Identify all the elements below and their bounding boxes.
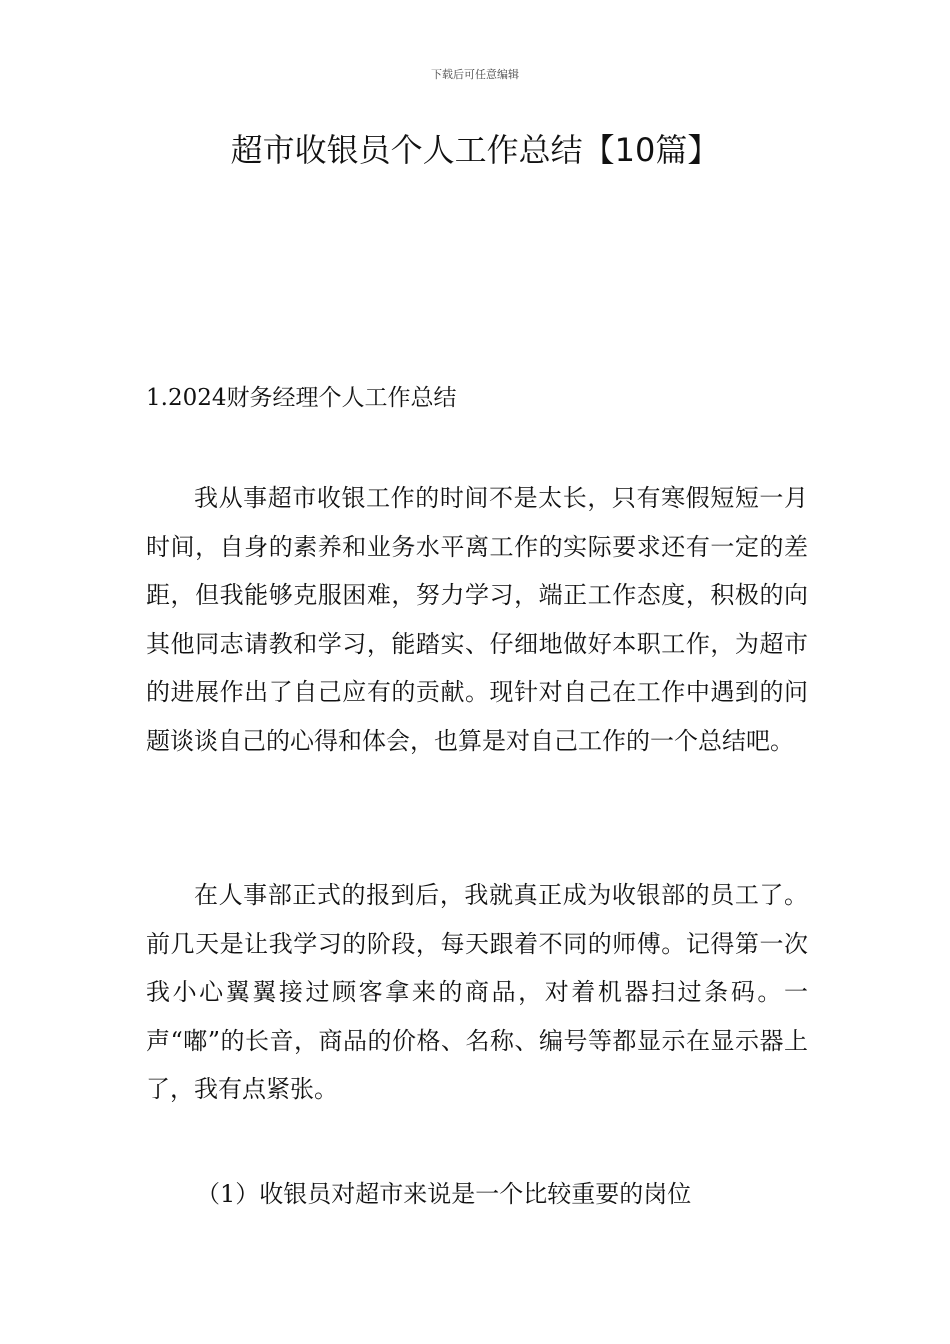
sub-heading: （1）收银员对超市来说是一个比较重要的岗位 <box>196 1180 692 1208</box>
document-title: 超市收银员个人工作总结【10篇】 <box>230 131 720 169</box>
paragraph-1: 我从事超市收银工作的时间不是太长，只有寒假短短一月时间，自身的素养和业务水平离工作的实际要求还有一定的差距，但我能够克服困难，努力学习，端正工作态度，积极的向其他同志请教和学习，能踏实、仔细地做好本职工作，为超市的进展作出了自己应有的贡献。现针对自己在工作中遇到的问题谈谈自己的心得和体会，也算是对自己工作的一个总结吧。 <box>146 484 808 755</box>
paragraph-2: 在人事部正式的报到后，我就真正成为收银部的员工了。前几天是让我学习的阶段，每天跟着不同的师傅。记得第一次我小心翼翼接过顾客拿来的商品，对着机器扫过条码。一声“嘟”的长音，商品的价格、名称、编号等都显示在显示器上了，我有点紧张。 <box>146 881 808 1104</box>
section-heading: 1.2024财务经理个人工作总结 <box>146 385 457 411</box>
header-note: 下载后可任意编辑 <box>431 68 519 81</box>
